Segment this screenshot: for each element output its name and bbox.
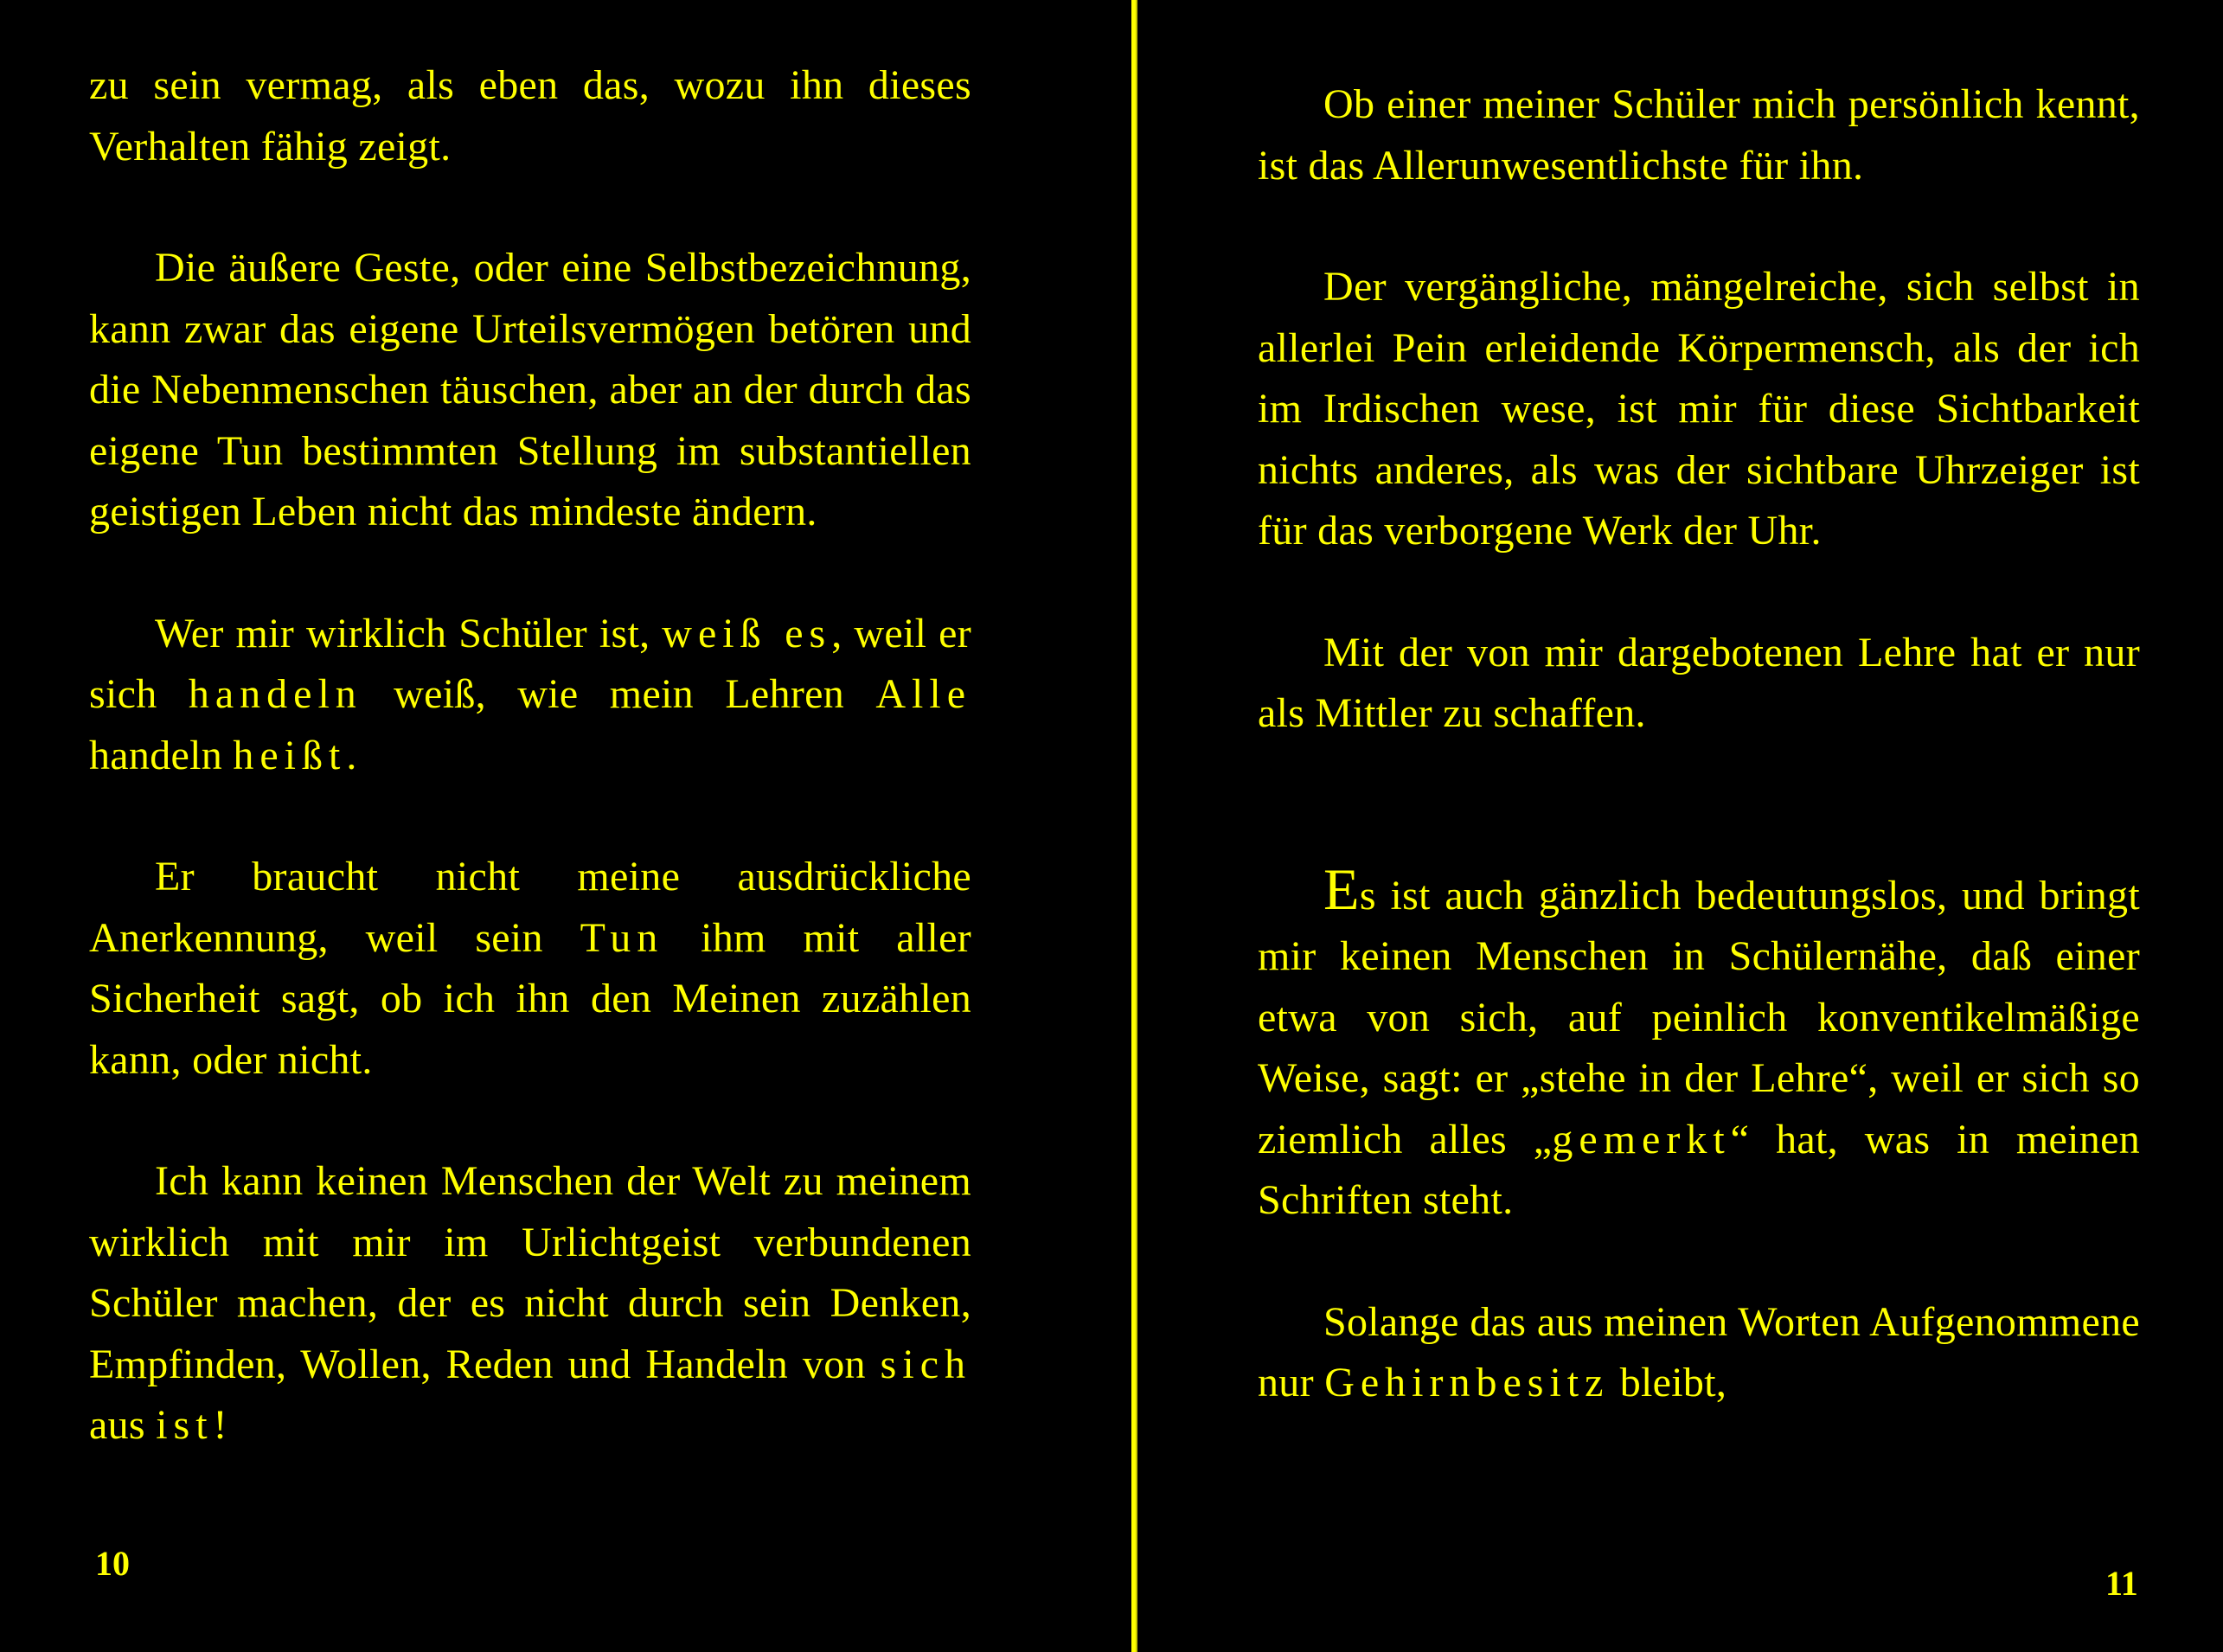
page-number: 10 — [95, 1544, 130, 1583]
text-run: Wer mir wirklich Schüler ist, — [155, 610, 663, 656]
paragraph — [89, 604, 971, 787]
text-run: Ich kann keinen Menschen der Welt zu meinem wirklich mit mir im Urlichtgeist verbundenen Schüler machen, der es nicht durch sein Denken, Empfinden, Wollen, Reden und Handeln von — [89, 1158, 971, 1387]
emphasis-text: Alle — [875, 671, 971, 717]
book-gutter-edge — [1136, 0, 1137, 1652]
paragraph: Ob einer meiner Schüler mich persönlich kennt, ist das Allerunwesentlichste für ihn. — [1258, 81, 2140, 189]
paragraph — [1258, 855, 2140, 1232]
paragraph-gap — [89, 786, 971, 847]
paragraph: zu sein vermag, als eben das, wozu ihn dieses Verhalten fähig zeigt. — [89, 62, 971, 170]
paragraph-gap — [89, 177, 971, 238]
text-run: . — [346, 732, 357, 778]
text-run: ! — [213, 1402, 227, 1448]
text-run: Er braucht nicht meine ausdrückliche Anerkennung, weil sein — [89, 854, 971, 961]
section-gap — [1258, 745, 2140, 866]
paragraph-gap — [89, 543, 971, 604]
right-page-text — [1258, 74, 2140, 1414]
paragraph: Die äußere Geste, oder eine Selbstbezeichnung, kann zwar das eigene Urteilsvermögen betören und die Nebenmenschen täuschen, aber an der durch das eigene Tun bestimmten Stellung im substantiellen geistigen Leben nicht das mindeste ändern. — [89, 245, 971, 535]
right-page — [1140, 0, 2223, 1652]
text-run: weiß, wie mein Lehren — [362, 671, 876, 717]
emphasis-text: Gehirnbesitz — [1324, 1360, 1610, 1405]
text-run: bleibt, — [1609, 1360, 1727, 1405]
text-run: , weil er sich — [89, 610, 971, 717]
paragraph — [1258, 1292, 2140, 1414]
paragraph: Der vergängliche, mängelreiche, sich selbst in allerlei Pein erleidende Körpermensch, als der ich im Irdischen wese, ist mir für diese Sichtbarkeit nichts anderes, als was der sichtbare Uhrzeiger ist für das verborgene Werk der Uhr. — [1258, 264, 2140, 554]
text-run: handeln — [89, 732, 234, 778]
emphasis-text: Tun — [580, 914, 664, 961]
paragraph — [89, 1151, 971, 1457]
initial-letter: E — [1323, 855, 1360, 922]
text-run: s ist auch gänzlich bedeutungslos, und bringt mir keinen Menschen in Schülernähe, daß einer etwa von sich, auf peinlich konventikelmäßige Weise, sagt: er „stehe in der Lehre“, weil er sich so ziemlich alles „ — [1258, 872, 2140, 1162]
text-run: Solange das aus meinen Worten Aufgenommene nur — [1258, 1298, 2140, 1405]
text-run: aus — [89, 1402, 157, 1448]
text-run: ihm mit aller Sicherheit sagt, ob ich ihn den Meinen zuzählen kann, oder nicht. — [89, 914, 971, 1083]
left-page-text — [89, 55, 971, 1457]
paragraph-gap — [1258, 1232, 2140, 1292]
emphasis-text: handeln — [188, 671, 362, 717]
emphasis-text: ist — [156, 1402, 214, 1448]
paragraph-gap — [89, 1091, 971, 1151]
emphasis-text: gemerkt — [1552, 1116, 1731, 1162]
page-number: 11 — [2105, 1564, 2138, 1603]
paragraph-gap — [1258, 562, 2140, 623]
emphasis-text: heißt — [233, 732, 347, 778]
emphasis-text: weiß es — [662, 610, 832, 656]
text-run: “ hat, was in meinen Schriften steht. — [1258, 1116, 2140, 1223]
paragraph: Mit der von mir dargebotenen Lehre hat er nur als Mittler zu schaffen. — [1258, 629, 2140, 736]
paragraph — [89, 847, 971, 1091]
emphasis-text: sich — [880, 1341, 971, 1387]
paragraph-gap — [1258, 196, 2140, 257]
